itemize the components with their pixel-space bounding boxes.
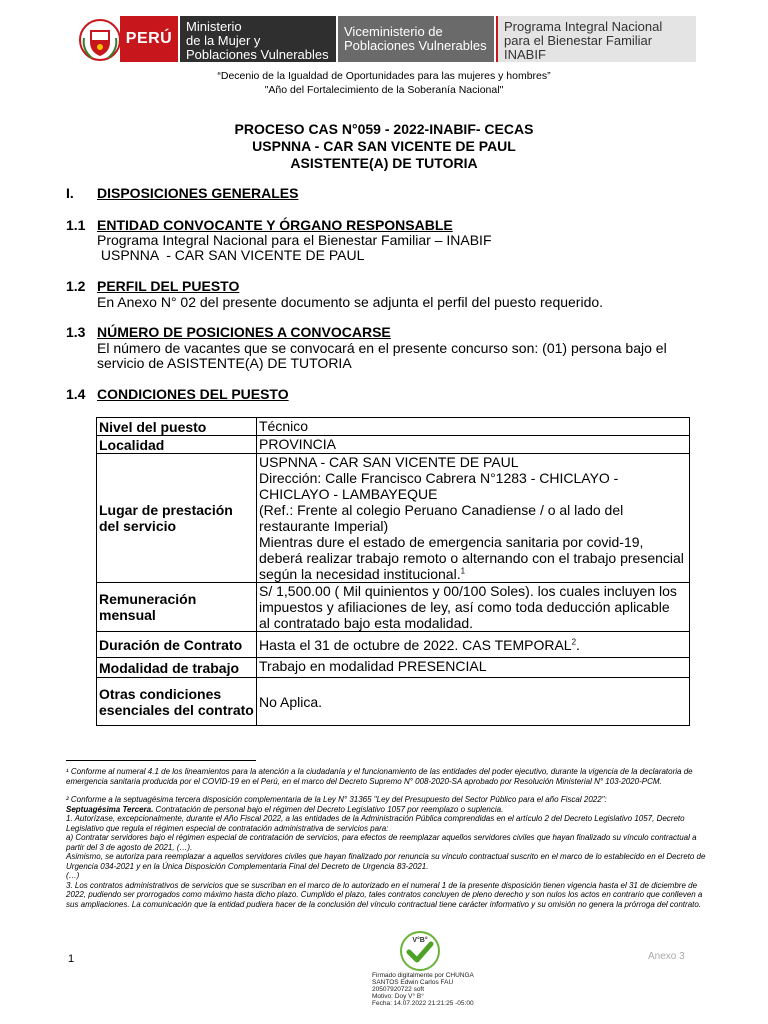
year-line: "Año del Fortalecimiento de la Soberanía Nacional": [264, 84, 504, 96]
section-title: CONDICIONES DEL PUESTO: [97, 386, 289, 402]
table-row: [97, 583, 690, 632]
annex-label: Anexo 3: [648, 951, 685, 962]
footnote-2-intro: ² Conforme a la septuagésima tercera disposición complementaria de la Ley N° 31365 "Ley del Presupuesto del Sector Público para el año Fiscal 2022":: [66, 795, 607, 804]
footnote-2-paragraph: 1. Autorízase, excepcionalmente, durante el Año Fiscal 2022, a las entidades de la Administración Pública comprendidas en el artículo 2 del Decreto Legislativo 1057, Decreto Legislativo que regula el régimen especial de contratación administrativa de servicios para:: [66, 814, 685, 833]
table-value: Técnico: [257, 418, 690, 436]
table-row: [97, 436, 690, 454]
ministry-label: Ministerio de la Mujer y Poblaciones Vulnerables: [180, 16, 336, 62]
section-number: 1.3: [66, 324, 86, 340]
footnote-2-paragraph: Asimismo, se autoriza para reemplazar a aquellos servidores civiles que hayan finalizado por renuncia su vínculo contractual suscrito en el marco de lo establecido en el Decreto de Urgencia 034-2021 y en la Única Disposición Complementaria Final del Decreto de Urgencia 83-2021.: [66, 852, 706, 871]
table-label: Remuneración mensual: [97, 583, 257, 632]
entity-name: Programa Integral Nacional para el Bienestar Familiar – INABIF: [97, 232, 492, 248]
vacancies-text: servicio de ASISTENTE(A) DE TUTORIA: [97, 355, 352, 371]
footnote-divider: [66, 760, 256, 761]
table-value: S/ 1,500.00 ( Mil quinientos y 00/100 Soles). los cuales incluyen los impuestos y afiliaciones de ley, así como toda deducción aplicable al contratado bajo esta modalidad.: [257, 583, 690, 632]
country-label: PERÚ: [120, 16, 178, 62]
section-title: PERFIL DEL PUESTO: [97, 278, 240, 294]
footnote-1: ¹ Conforme al numeral 4.1 de los lineamientos para la atención a la ciudadanía y el funcionamiento de las entidades del poder ejecutivo, durante la vigencia de la declaratoria de emergencia sanitaria producida por el COVID-19 en el Perú, en el marco del Decreto Supremo N° 008-2020-SA aprobado por Resolución Ministerial N° 103-2020-PCM.: [66, 767, 693, 786]
footnote-2-heading: Septuagésima Tercera. Contratación de personal bajo el régimen del Decreto Legislativo 1057 por reemplazo o suplencia.: [66, 804, 504, 814]
footnote-2-paragraph: a) Contratar servidores bajo el régimen especial de contratación de servicios, para efectos de reemplazar aquellos servidores civiles que hayan finalizado su vínculo contractual a partir del 3 de agosto de 2021, (…).: [66, 833, 697, 852]
table-label: Localidad: [97, 436, 257, 454]
section-number: 1.1: [66, 217, 86, 233]
signature-check-icon: [399, 930, 441, 972]
table-row: [97, 678, 690, 726]
profile-text: En Anexo N° 02 del presente documento se adjunta el perfil del puesto requerido.: [97, 294, 604, 310]
table-value: USPNNA - CAR SAN VICENTE DE PAUL Dirección: Calle Francisco Cabrera N°1283 - CHICLAYO - CHICLAYO - LAMBAYEQUE (Ref.: Frente al colegio Peruano Canadiense / o al lado del restaurante Imperial) Mientras dure el estado de emergencia sanitaria por covid-19, deberá realizar trabajo remoto o alternando con el trabajo presencial según la necesidad institucional.$^1$: [257, 454, 690, 583]
table-value: Trabajo en modalidad PRESENCIAL: [257, 658, 690, 678]
table-row: [97, 658, 690, 678]
footnote-2-paragraph: 3. Los contratos administrativos de servicios que se suscriban en el marco de lo autorizado en el numeral 1 de la presente disposición tienen vigencia hasta el 31 de diciembre de 2022, pudiendo ser prorrogados como máximo hasta dicho plazo. Cumplido el plazo, tales contratos concluyen de pleno derecho y son nulos los actos en contrario que conlleven a sus ampliaciones. La comunicación que la entidad pudiera hacer de la conclusión del vínculo contractual tiene carácter informativo y su omisión no genera la prórroga del contrato.: [66, 880, 703, 909]
table-label: Otras condiciones esenciales del contrato: [97, 678, 257, 726]
footnotes: [66, 767, 706, 909]
table-value: No Aplica.: [257, 678, 690, 726]
vacancies-text: El número de vacantes que se convocará en el presente concurso son: (01) persona bajo el: [97, 340, 667, 356]
table-row: [97, 632, 690, 658]
entity-unit: USPNNA - CAR SAN VICENTE DE PAUL: [97, 247, 365, 263]
table-label: Lugar de prestación del servicio: [97, 454, 257, 583]
section-number: 1.2: [66, 278, 86, 294]
program-label: Programa Integral Nacional para el Bienestar Familiar INABIF: [496, 16, 696, 62]
position-title: ASISTENTE(A) DE TUTORIA: [290, 155, 478, 171]
section-number: 1.4: [66, 386, 86, 402]
footnote-2-ellipsis: (…): [66, 871, 80, 880]
table-label: Nivel del puesto: [97, 418, 257, 436]
conditions-table: [96, 417, 690, 726]
viceministry-label: Viceministerio de Poblaciones Vulnerables: [338, 16, 494, 62]
section-title: NÚMERO DE POSICIONES A CONVOCARSE: [97, 324, 391, 340]
table-value: PROVINCIA: [257, 436, 690, 454]
decenio-line: “Decenio de la Igualdad de Oportunidades para las mujeres y hombres”: [217, 70, 551, 82]
page-number: 1: [68, 953, 75, 965]
digital-signature: Firmado digitalmente por CHUNGA SANTOS Edwin Carlos FAU 20507920722 soft Motivo: Doy V° B° Fecha: 14.07.2022 21:21:25 -05:00: [372, 972, 474, 1007]
footnote-ref: 1: [460, 566, 466, 576]
badge-text: V°B°: [412, 937, 428, 944]
footnote-ref: 2: [571, 636, 577, 646]
peru-shield-icon: [78, 18, 122, 62]
table-label: Modalidad de trabajo: [97, 658, 257, 678]
process-title: PROCESO CAS N°059 - 2022-INABIF- CECAS: [234, 121, 534, 137]
table-label: Duración de Contrato: [97, 632, 257, 658]
section-number: I.: [66, 185, 74, 201]
process-subtitle: USPNNA - CAR SAN VICENTE DE PAUL: [252, 138, 516, 154]
table-row: [97, 454, 690, 583]
section-title: ENTIDAD CONVOCANTE Y ÓRGANO RESPONSABLE: [97, 217, 453, 233]
section-title: DISPOSICIONES GENERALES: [97, 185, 299, 201]
table-value: Hasta el 31 de octubre de 2022. CAS TEMPORAL$^2$.: [257, 632, 690, 658]
table-row: [97, 418, 690, 436]
